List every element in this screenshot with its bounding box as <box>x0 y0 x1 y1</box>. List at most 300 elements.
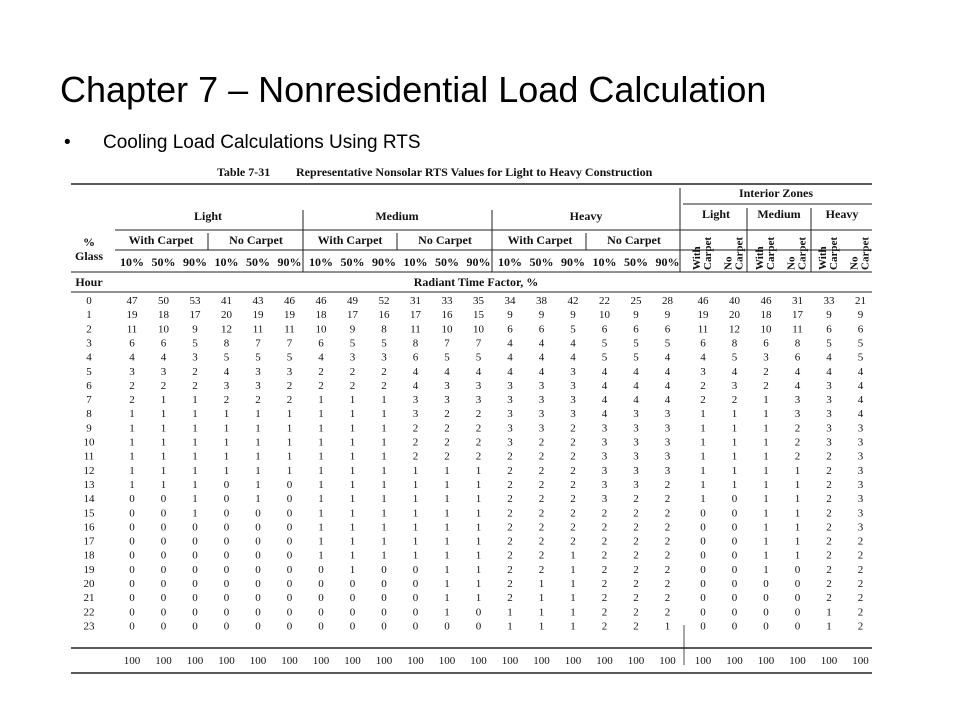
rts-cell: 2 <box>633 507 639 520</box>
rts-cell: 9 <box>192 323 198 336</box>
rts-cell: 2 <box>857 606 864 619</box>
rts-cell: 3 <box>633 450 639 463</box>
rts-cell: 1 <box>570 578 576 590</box>
rts-cell: 0 <box>700 507 706 520</box>
rts-cell: 3 <box>412 394 419 407</box>
interior-col-header-line2: Carpet <box>859 237 872 270</box>
hour-cell: 0 <box>86 295 92 307</box>
rts-cell: 0 <box>381 578 387 590</box>
rts-cell: 4 <box>794 379 801 392</box>
rts-cell: 0 <box>160 620 167 633</box>
rts-cell: 4 <box>129 351 135 364</box>
hour-cell: 12 <box>83 464 95 477</box>
rts-cell: 0 <box>700 549 706 562</box>
rts-cell: 50 <box>158 295 169 307</box>
rts-cell: 4 <box>538 351 545 364</box>
rts-cell: 1 <box>129 422 135 435</box>
rts-cell: 4 <box>318 351 324 364</box>
rts-cell: 1 <box>160 450 167 463</box>
rts-cell: 1 <box>794 521 801 534</box>
rts-cell: 3 <box>826 436 832 449</box>
rts-table-graphic <box>60 160 875 680</box>
rts-cell: 2 <box>633 535 639 548</box>
rts-cell: 4 <box>444 365 450 378</box>
rts-cell: 3 <box>255 379 261 392</box>
rts-cell: 0 <box>412 563 419 576</box>
rts-cell: 1 <box>475 464 482 477</box>
hour-cell: 4 <box>86 351 92 364</box>
rts-cell: 0 <box>286 563 293 576</box>
total-cell: 100 <box>726 655 743 667</box>
rts-cell: 2 <box>826 578 832 590</box>
rts-cell: 1 <box>444 507 450 520</box>
rts-cell: 2 <box>763 379 769 392</box>
rts-cell: 1 <box>570 563 576 576</box>
rts-cell: 46 <box>697 295 709 307</box>
rts-cell: 0 <box>192 620 198 633</box>
rts-cell: 3 <box>857 521 864 534</box>
rts-cell: 1 <box>763 493 769 506</box>
rts-cell: 2 <box>601 507 608 520</box>
rts-cell: 4 <box>664 394 671 407</box>
rts-cell: 6 <box>412 351 419 364</box>
rts-cell: 2 <box>857 549 864 562</box>
rts-cell: 2 <box>601 563 608 576</box>
interior-col-header-line1: With <box>754 246 766 270</box>
rts-cell: 6 <box>633 323 639 336</box>
rts-cell: 0 <box>763 606 769 619</box>
rts-cell: 1 <box>444 464 450 477</box>
rts-cell: 19 <box>252 309 264 322</box>
rts-cell: 1 <box>763 507 769 520</box>
rts-cell: 5 <box>223 351 230 364</box>
rts-cell: 7 <box>286 337 293 350</box>
group-header-light: Light <box>193 209 223 223</box>
rts-cell: 3 <box>129 365 135 378</box>
rts-cell: 1 <box>444 535 450 548</box>
interior-col-header-line1: No <box>848 256 861 270</box>
rts-cell: 4 <box>664 379 671 392</box>
rts-cell: 0 <box>700 592 706 605</box>
rts-cell: 1 <box>538 578 545 590</box>
rts-cell: 41 <box>221 295 232 307</box>
rts-cell: 11 <box>410 323 421 336</box>
rts-cell: 3 <box>444 394 450 407</box>
rts-cell: 2 <box>664 507 671 520</box>
rts-cell: 2 <box>475 450 482 463</box>
rts-cell: 2 <box>412 422 419 435</box>
rts-cell: 4 <box>412 379 419 392</box>
rts-cell: 3 <box>507 422 513 435</box>
rts-cell: 0 <box>192 521 198 534</box>
rts-cell: 2 <box>192 365 198 378</box>
rts-cell: 1 <box>129 408 135 421</box>
bullet-dot: • <box>64 132 71 153</box>
rts-cell: 1 <box>475 493 482 506</box>
rts-cell: 0 <box>731 535 738 548</box>
interior-col-header-line2: Carpet <box>796 237 809 270</box>
rts-cell: 1 <box>475 478 482 491</box>
rts-cell: 0 <box>160 535 167 548</box>
total-cell: 100 <box>852 655 869 667</box>
rts-cell: 2 <box>857 592 864 605</box>
interior-header-heavy: Heavy <box>825 207 859 221</box>
rts-cell: 2 <box>318 379 324 392</box>
rts-cell: 1 <box>286 464 293 477</box>
rts-cell: 3 <box>255 365 261 378</box>
rts-cell: 9 <box>507 309 513 322</box>
rts-cell: 0 <box>731 521 738 534</box>
rts-cell: 3 <box>349 351 356 364</box>
rts-cell: 1 <box>349 493 356 506</box>
hour-cell: 8 <box>86 408 92 421</box>
rts-cell: 1 <box>731 464 738 477</box>
rts-cell: 6 <box>160 337 167 350</box>
rts-cell: 1 <box>826 620 832 633</box>
rts-cell: 5 <box>475 351 482 364</box>
rts-cell: 2 <box>444 422 450 435</box>
rts-cell: 1 <box>731 408 738 421</box>
rts-cell: 6 <box>826 323 832 336</box>
rts-cell: 1 <box>412 493 419 506</box>
rts-cell: 1 <box>381 478 387 491</box>
rts-cell: 3 <box>826 379 832 392</box>
rts-cell: 0 <box>731 620 738 633</box>
rts-cell: 2 <box>633 620 639 633</box>
rts-cell: 2 <box>570 535 576 548</box>
rts-cell: 2 <box>633 578 639 590</box>
glass-level-header: 90% <box>561 255 585 269</box>
rts-cell: 1 <box>349 436 356 449</box>
rts-cell: 2 <box>192 379 198 392</box>
rts-cell: 4 <box>664 365 671 378</box>
hour-cell: 1 <box>86 309 92 322</box>
rts-cell: 6 <box>794 351 801 364</box>
glass-level-header: 10% <box>120 255 144 269</box>
rts-cell: 1 <box>192 394 198 407</box>
glass-level-header: 90% <box>277 255 302 269</box>
hour-cell: 15 <box>83 507 95 520</box>
rts-cell: 2 <box>570 521 576 534</box>
rts-cell: 2 <box>763 365 769 378</box>
rts-cell: 11 <box>697 323 709 336</box>
rts-cell: 34 <box>504 295 516 307</box>
rts-cell: 2 <box>601 606 608 619</box>
rts-cell: 2 <box>601 620 608 633</box>
rts-cell: 3 <box>286 365 293 378</box>
rts-cell: 1 <box>192 422 198 435</box>
rts-cell: 1 <box>475 592 482 605</box>
rts-cell: 1 <box>381 521 387 534</box>
rts-cell: 28 <box>662 295 673 307</box>
rts-cell: 0 <box>223 535 230 548</box>
rts-cell: 3 <box>857 507 864 520</box>
total-cell: 100 <box>533 655 550 667</box>
rts-cell: 3 <box>700 365 706 378</box>
total-cell: 100 <box>789 655 806 667</box>
rts-cell: 0 <box>223 563 230 576</box>
rts-cell: 1 <box>700 464 706 477</box>
rts-cell: 2 <box>349 365 356 378</box>
rts-cell: 11 <box>126 323 138 336</box>
rts-cell: 53 <box>189 295 201 307</box>
rts-cell: 1 <box>223 408 230 421</box>
rts-cell: 0 <box>700 535 706 548</box>
rts-cell: 40 <box>729 295 740 307</box>
rts-cell: 2 <box>507 535 513 548</box>
rts-cell: 17 <box>410 309 421 322</box>
rts-cell: 1 <box>286 422 293 435</box>
rts-cell: 2 <box>633 521 639 534</box>
rts-cell: 1 <box>794 507 801 520</box>
rts-cell: 1 <box>349 549 356 562</box>
rts-cell: 9 <box>826 309 832 322</box>
rts-cell: 3 <box>826 408 832 421</box>
rts-cell: 38 <box>536 295 547 307</box>
rts-cell: 0 <box>700 563 706 576</box>
rts-cell: 1 <box>444 563 450 576</box>
rts-cell: 46 <box>760 295 772 307</box>
rts-cell: 6 <box>318 337 324 350</box>
rts-cell: 1 <box>318 507 324 520</box>
rts-cell: 3 <box>223 379 230 392</box>
rts-cell: 4 <box>570 337 576 350</box>
rts-cell: 1 <box>129 464 135 477</box>
hour-cell: 3 <box>86 337 92 350</box>
rts-cell: 1 <box>381 507 387 520</box>
rts-cell: 5 <box>826 337 832 350</box>
rts-cell: 1 <box>160 436 167 449</box>
rts-cell: 1 <box>381 422 387 435</box>
rts-cell: 2 <box>633 563 639 576</box>
rts-cell: 2 <box>286 379 293 392</box>
rts-cell: 1 <box>349 464 356 477</box>
rts-cell: 1 <box>475 578 482 590</box>
rts-cell: 2 <box>731 394 738 407</box>
rts-cell: 2 <box>794 422 801 435</box>
table-number: Table 7-31 <box>217 165 271 179</box>
rts-cell: 10 <box>158 323 169 336</box>
rts-cell: 5 <box>857 337 864 350</box>
rts-cell: 2 <box>570 436 576 449</box>
rts-cell: 11 <box>792 323 803 336</box>
rts-cell: 1 <box>192 507 198 520</box>
rts-cell: 0 <box>255 535 261 548</box>
total-cell: 100 <box>694 655 712 667</box>
rts-cell: 1 <box>349 394 356 407</box>
rts-cell: 2 <box>857 563 864 576</box>
total-cell: 100 <box>344 655 361 667</box>
rts-cell: 1 <box>664 620 671 633</box>
rts-cell: 2 <box>255 394 261 407</box>
rts-cell: 10 <box>599 309 610 322</box>
rts-cell: 3 <box>633 478 639 491</box>
rts-cell: 4 <box>633 379 639 392</box>
hour-cell: 5 <box>86 365 92 378</box>
rts-cell: 2 <box>857 578 864 590</box>
rts-cell: 5 <box>192 337 198 350</box>
rts-cell: 6 <box>129 337 135 350</box>
rts-cell: 2 <box>664 478 671 491</box>
rts-cell: 0 <box>192 549 198 562</box>
rts-cell: 2 <box>570 464 576 477</box>
rts-cell: 0 <box>731 606 738 619</box>
glass-level-header: 50% <box>151 255 176 269</box>
rts-cell: 1 <box>763 464 769 477</box>
rts-cell: 0 <box>129 620 135 633</box>
rts-cell: 3 <box>857 493 864 506</box>
rts-cell: 1 <box>794 493 801 506</box>
hour-cell: 17 <box>83 535 95 548</box>
rts-cell: 0 <box>129 535 135 548</box>
rts-cell: 1 <box>349 563 356 576</box>
rts-cell: 2 <box>538 478 545 491</box>
rts-cell: 3 <box>538 379 545 392</box>
rts-cell: 0 <box>160 521 167 534</box>
rts-cell: 2 <box>826 535 832 548</box>
rts-cell: 2 <box>601 535 608 548</box>
rts-cell: 4 <box>857 365 864 378</box>
rts-cell: 1 <box>286 436 293 449</box>
rts-cell: 0 <box>223 592 230 605</box>
rts-cell: 3 <box>763 351 769 364</box>
rts-cell: 18 <box>315 309 327 322</box>
rts-cell: 0 <box>794 620 801 633</box>
rts-cell: 3 <box>857 450 864 463</box>
rts-cell: 3 <box>826 394 832 407</box>
rts-cell: 1 <box>255 478 261 491</box>
rts-cell: 1 <box>475 507 482 520</box>
rts-cell: 2 <box>700 394 706 407</box>
rts-cell: 1 <box>318 436 324 449</box>
rts-cell: 0 <box>255 507 261 520</box>
rts-cell: 4 <box>633 394 639 407</box>
rts-cell: 1 <box>318 394 324 407</box>
rts-cell: 16 <box>378 309 390 322</box>
rts-cell: 5 <box>633 351 639 364</box>
rts-cell: 1 <box>255 450 261 463</box>
total-cell: 100 <box>312 655 330 667</box>
rts-cell: 1 <box>381 450 387 463</box>
rts-cell: 1 <box>160 464 167 477</box>
rts-cell: 1 <box>286 408 293 421</box>
rts-cell: 2 <box>538 549 545 562</box>
rts-cell: 3 <box>633 422 639 435</box>
rts-cell: 0 <box>255 578 261 590</box>
rts-cell: 5 <box>664 337 671 350</box>
rts-cell: 1 <box>255 493 261 506</box>
rts-cell: 19 <box>284 309 295 322</box>
interior-col-header <box>817 237 840 270</box>
hour-cell: 9 <box>86 422 92 435</box>
total-cell: 100 <box>123 655 141 667</box>
hour-cell: 2 <box>86 323 92 336</box>
rts-cell: 2 <box>826 478 832 491</box>
glass-level-header: 90% <box>466 255 491 269</box>
rts-cell: 1 <box>349 535 356 548</box>
rts-cell: 3 <box>570 379 576 392</box>
rts-cell: 0 <box>318 563 324 576</box>
total-cell: 100 <box>564 655 582 667</box>
carpet-header-3: No Carpet <box>418 233 472 247</box>
rts-cell: 3 <box>857 436 864 449</box>
interior-col-header <box>754 237 777 270</box>
rts-cell: 3 <box>664 422 671 435</box>
rts-cell: 5 <box>601 351 608 364</box>
glass-level-header: 50% <box>435 255 459 269</box>
total-cell: 100 <box>249 655 267 667</box>
rts-cell: 3 <box>794 408 801 421</box>
rts-cell: 0 <box>129 592 135 605</box>
rts-cell: 1 <box>731 422 738 435</box>
rts-cell: 1 <box>444 521 450 534</box>
rts-cell: 0 <box>318 592 324 605</box>
rts-cell: 1 <box>381 394 387 407</box>
rts-cell: 1 <box>349 507 356 520</box>
total-cell: 100 <box>438 655 456 667</box>
rts-cell: 0 <box>286 507 293 520</box>
rts-cell: 1 <box>160 478 167 491</box>
interior-col-header-line1: With <box>817 246 829 270</box>
rts-cell: 1 <box>763 422 769 435</box>
rts-cell: 1 <box>700 478 706 491</box>
total-cell: 100 <box>627 655 645 667</box>
rts-cell: 1 <box>444 578 450 590</box>
rts-cell: 8 <box>412 337 419 350</box>
rts-cell: 8 <box>731 337 738 350</box>
rts-cell: 8 <box>381 323 387 336</box>
rts-cell: 2 <box>507 592 513 605</box>
rts-cell: 9 <box>633 309 639 322</box>
rts-cell: 1 <box>763 478 769 491</box>
rts-cell: 1 <box>192 408 198 421</box>
rts-cell: 1 <box>763 549 769 562</box>
interior-col-header-line2: Carpet <box>765 237 777 270</box>
rts-cell: 3 <box>601 436 608 449</box>
rts-cell: 0 <box>381 592 387 605</box>
rts-cell: 2 <box>538 493 545 506</box>
rts-cell: 1 <box>538 592 545 605</box>
rts-cell: 2 <box>664 493 671 506</box>
interior-col-header-line1: With <box>691 246 703 270</box>
rts-cell: 1 <box>318 450 324 463</box>
rts-cell: 1 <box>412 507 419 520</box>
rts-cell: 1 <box>255 408 261 421</box>
rts-cell: 9 <box>349 323 356 336</box>
rts-cell: 10 <box>760 323 772 336</box>
rts-cell: 0 <box>731 549 738 562</box>
rts-cell: 2 <box>538 535 545 548</box>
rts-cell: 5 <box>731 351 738 364</box>
carpet-header-1: No Carpet <box>229 233 283 247</box>
rts-cell: 0 <box>700 578 706 590</box>
total-cell: 100 <box>501 655 519 667</box>
rts-cell: 0 <box>286 592 293 605</box>
rts-cell: 0 <box>794 563 801 576</box>
rts-cell: 2 <box>826 592 832 605</box>
rts-cell: 1 <box>192 493 198 506</box>
rts-cell: 1 <box>318 478 324 491</box>
rts-cell: 2 <box>381 365 387 378</box>
rts-cell: 2 <box>570 422 576 435</box>
rts-cell: 8 <box>794 337 801 350</box>
rts-cell: 4 <box>412 365 419 378</box>
rts-cell: 2 <box>538 521 545 534</box>
rts-cell: 4 <box>601 394 608 407</box>
rts-cell: 1 <box>794 535 801 548</box>
rts-cell: 33 <box>823 295 835 307</box>
rts-cell: 2 <box>857 620 864 633</box>
